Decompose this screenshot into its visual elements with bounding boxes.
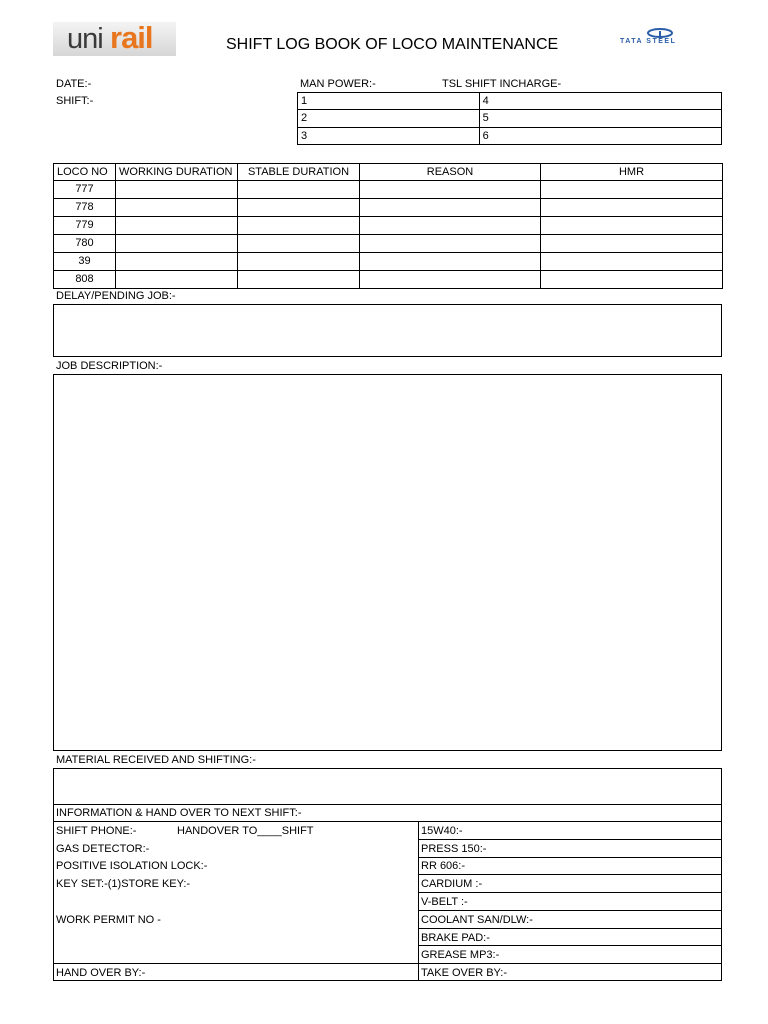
unirail-logo — [53, 22, 176, 56]
divider — [418, 910, 722, 911]
divider — [53, 804, 722, 805]
working-duration-cell[interactable] — [116, 253, 238, 271]
manpower-table — [297, 92, 722, 145]
loco-header-hmr: HMR — [541, 164, 723, 181]
delay-pending-job-box[interactable] — [53, 304, 722, 357]
manpower-cell: 1 — [298, 93, 480, 110]
handover-info-label: INFORMATION & HAND OVER TO NEXT SHIFT:- — [56, 807, 302, 819]
divider — [418, 857, 722, 858]
divider — [53, 963, 722, 964]
oil-15w40-label: 15W40:- — [421, 825, 463, 837]
tata-steel-logo — [620, 28, 702, 50]
job-description-box[interactable] — [53, 374, 722, 751]
brake-pad-label: BRAKE PAD:- — [421, 932, 490, 944]
tsl-shift-incharge-label: TSL SHIFT INCHARGE- — [442, 78, 562, 90]
divider — [418, 928, 722, 929]
logo-uni-text: uni — [67, 23, 103, 55]
hmr-cell[interactable] — [541, 271, 723, 289]
logo-rail-text: rail — [110, 20, 153, 55]
divider — [53, 821, 722, 822]
divider — [418, 821, 419, 981]
stable-duration-cell[interactable] — [238, 271, 360, 289]
job-description-label: JOB DESCRIPTION:- — [56, 360, 163, 372]
tata-steel-text: TATA STEEL — [620, 38, 677, 45]
v-belt-label: V-BELT :- — [421, 896, 468, 908]
working-duration-cell[interactable] — [116, 217, 238, 235]
cardium-label: CARDIUM :- — [421, 878, 483, 890]
working-duration-cell[interactable] — [116, 181, 238, 199]
loco-table — [53, 163, 723, 289]
stable-duration-cell[interactable] — [238, 181, 360, 199]
manpower-cell: 6 — [479, 128, 721, 145]
work-permit-label: WORK PERMIT NO - — [56, 914, 161, 926]
manpower-cell: 2 — [298, 110, 480, 128]
table-row — [54, 199, 723, 217]
handover-to-label: HANDOVER TO____SHIFT — [177, 825, 314, 837]
shift-label: SHIFT:- — [56, 95, 94, 107]
hand-over-by-label: HAND OVER BY:- — [56, 967, 146, 979]
rr-606-label: RR 606:- — [421, 860, 466, 872]
working-duration-cell[interactable] — [116, 199, 238, 217]
stable-duration-cell[interactable] — [238, 253, 360, 271]
reason-cell[interactable] — [360, 253, 541, 271]
reason-cell[interactable] — [360, 235, 541, 253]
loco-header-reason: REASON — [360, 164, 541, 181]
manpower-label: MAN POWER:- — [300, 78, 376, 90]
material-received-label: MATERIAL RECEIVED AND SHIFTING:- — [56, 754, 256, 766]
grease-mp3-label: GREASE MP3:- — [421, 949, 500, 961]
manpower-cell: 4 — [479, 93, 721, 110]
coolant-label: COOLANT SAN/DLW:- — [421, 914, 533, 926]
hmr-cell[interactable] — [541, 253, 723, 271]
hmr-cell[interactable] — [541, 235, 723, 253]
gas-detector-label: GAS DETECTOR:- — [56, 843, 150, 855]
loco-number: 808 — [54, 271, 116, 289]
shift-phone-label: SHIFT PHONE:- — [56, 825, 137, 837]
loco-header-stable-duration: STABLE DURATION — [238, 164, 360, 181]
loco-number: 779 — [54, 217, 116, 235]
divider — [418, 945, 722, 946]
positive-isolation-lock-label: POSITIVE ISOLATION LOCK:- — [56, 860, 208, 872]
table-row — [54, 181, 723, 199]
divider — [418, 892, 722, 893]
loco-number: 780 — [54, 235, 116, 253]
manpower-cell: 3 — [298, 128, 480, 145]
hmr-cell[interactable] — [541, 217, 723, 235]
date-label: DATE:- — [56, 78, 92, 90]
page-title: SHIFT LOG BOOK OF LOCO MAINTENANCE — [226, 36, 559, 53]
loco-header-loco-no: LOCO NO — [54, 164, 116, 181]
loco-number: 39 — [54, 253, 116, 271]
delay-pending-job-label: DELAY/PENDING JOB:- — [56, 290, 176, 302]
working-duration-cell[interactable] — [116, 271, 238, 289]
reason-cell[interactable] — [360, 181, 541, 199]
stable-duration-cell[interactable] — [238, 217, 360, 235]
reason-cell[interactable] — [360, 199, 541, 217]
loco-number: 778 — [54, 199, 116, 217]
loco-header-working-duration: WORKING DURATION — [116, 164, 238, 181]
table-row — [54, 235, 723, 253]
reason-cell[interactable] — [360, 271, 541, 289]
table-row — [54, 217, 723, 235]
hmr-cell[interactable] — [541, 199, 723, 217]
take-over-by-label: TAKE OVER BY:- — [421, 967, 507, 979]
table-row — [54, 271, 723, 289]
press-150-label: PRESS 150:- — [421, 843, 487, 855]
manpower-cell: 5 — [479, 110, 721, 128]
key-set-label: KEY SET:-(1)STORE KEY:- — [56, 878, 191, 890]
table-row — [54, 253, 723, 271]
divider — [418, 839, 722, 840]
working-duration-cell[interactable] — [116, 235, 238, 253]
stable-duration-cell[interactable] — [238, 235, 360, 253]
reason-cell[interactable] — [360, 217, 541, 235]
hmr-cell[interactable] — [541, 181, 723, 199]
divider — [418, 874, 722, 875]
stable-duration-cell[interactable] — [238, 199, 360, 217]
loco-number: 777 — [54, 181, 116, 199]
